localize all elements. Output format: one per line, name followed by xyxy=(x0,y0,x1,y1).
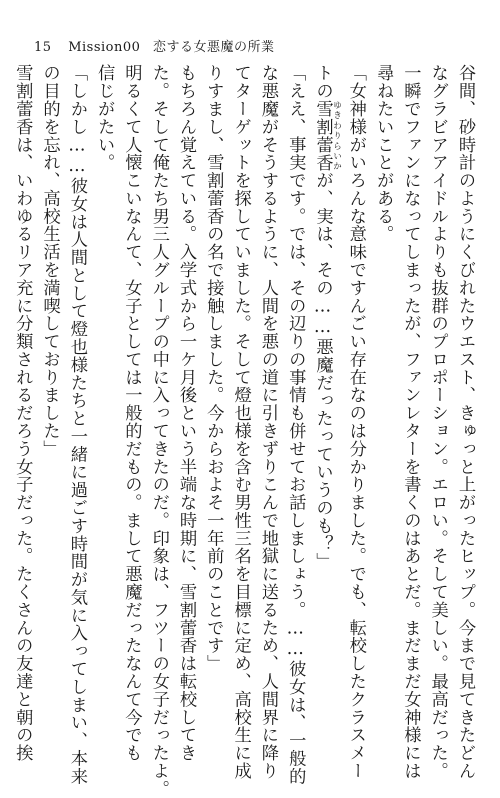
text-line: 雪割蕾香は、いわゆるリア充に分類されるだろう女子だった。たくさんの友達と朝の挨 xyxy=(12,64,33,762)
text-line: た。そして俺たち男三人グループの中に入ってきたのだ。印象は、フツーの女子だったよ。 xyxy=(148,64,169,798)
text-line-rest: が、実は、その……悪魔だったっていうのも？」 xyxy=(312,171,333,571)
text-line: なグラビアアイドルよりも抜群のプロポーション。エロい。そして美しい。最高だった。 xyxy=(427,64,448,780)
text-line: りすまし、雪割蕾香の名で接触しました。今からおよそ一年前のことです」 xyxy=(203,64,224,673)
text-line: 明るくて人懐こいなんて、女子としては一般的だもの。まして悪魔だったなんて今でも xyxy=(121,64,142,762)
text-line: 「ええ、事実です。では、その辺りの事情も併せてお話しましょう。……彼女は、一般的 xyxy=(285,64,306,786)
section-label: Mission00 xyxy=(68,40,141,55)
ruby-text: 雪割蕾香 ゆきわりらいか xyxy=(312,99,342,172)
running-header xyxy=(34,36,275,55)
text-line: な悪魔がそうするように、人間を悪の道に引きずりこんで地獄に送るため、人間界に降り xyxy=(257,64,278,780)
text-line: てターゲットを探していました。そして燈也様を含む男性三名を目標に定め、高校生に成 xyxy=(230,64,251,780)
text-line: 谷間、砂時計のようにくびれたウエスト、きゅっと上がったヒップ。今まで見てきたどん xyxy=(455,64,475,780)
text-line: の目的を忘れ、高校生活を満喫しておりました」 xyxy=(39,64,60,458)
text-line-with-ruby xyxy=(308,64,341,680)
text-line: 「しかし……彼女は人間として燈也様たちと一緒に過ごす時間が気に入ってしまい、本来 xyxy=(66,64,87,786)
chapter-title: 恋する女悪魔の所業 xyxy=(153,40,275,55)
text-line-prefix: トの xyxy=(312,64,333,100)
text-line: 信じがたい。 xyxy=(94,64,115,172)
text-line: 一瞬でファンになってしまったが、ファンレターを書くのはあとだ。まだまだ女神様には xyxy=(400,64,421,780)
vertical-body-text xyxy=(8,64,478,798)
text-line: もちろん覚えている。入学式から一ケ月後という半端な時期に、雪割蕾香は転校してき xyxy=(176,64,197,762)
page-number: 15 xyxy=(34,40,52,55)
text-line: 「女神様がいろんな意味ですんごい存在なのは分かりました。でも、転校したクラスメー xyxy=(345,64,366,780)
text-line: 尋ねたいことがある。 xyxy=(373,64,394,243)
